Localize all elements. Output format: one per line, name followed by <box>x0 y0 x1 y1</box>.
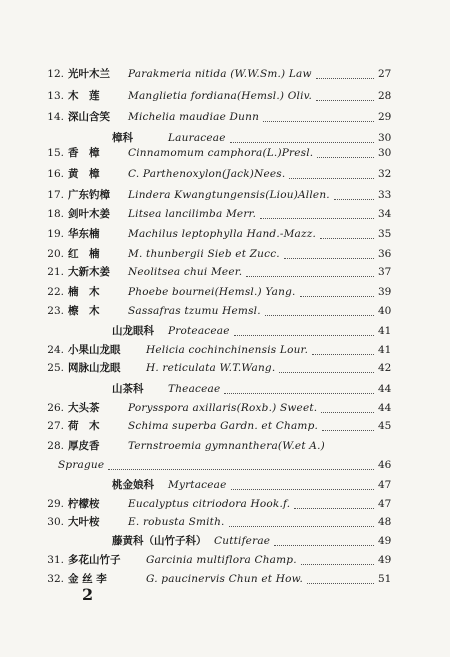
dot-leader <box>108 468 374 470</box>
latin-name: Porysspora axillaris(Roxb.) Sweet. <box>128 402 318 414</box>
chinese-name: 柠檬桉 <box>68 498 100 510</box>
chinese-name: 桃金娘科 <box>112 479 154 491</box>
toc-entry <box>0 144 450 163</box>
chinese-name: 山茶科 <box>112 383 144 395</box>
entry-number: 27. <box>47 420 64 432</box>
entry-number: 16. <box>47 168 64 180</box>
dot-leader <box>322 429 374 431</box>
chinese-name: 光叶木兰 <box>68 68 110 80</box>
toc-entry <box>0 551 450 570</box>
latin-name: E. robusta Smith. <box>128 516 225 528</box>
chinese-name: 香 樟 <box>68 147 100 159</box>
latin-name: Sprague <box>58 459 105 471</box>
latin-name: Machilus leptophylla Hand.-Mazz. <box>128 228 317 240</box>
chinese-name: 多花山竹子 <box>68 554 121 566</box>
page-ref: 45 <box>378 420 392 432</box>
toc-entry <box>0 437 450 456</box>
latin-name: Helicia cochinchinensis Lour. <box>146 344 309 356</box>
latin-name: C. Parthenoxylon(Jack)Nees. <box>128 168 286 180</box>
page-ref: 49 <box>378 535 392 547</box>
entry-number: 29. <box>47 498 64 510</box>
page-ref: 29 <box>378 111 392 123</box>
chinese-name: 红 楠 <box>68 248 100 260</box>
dot-leader <box>316 99 374 101</box>
dot-leader <box>263 120 374 122</box>
toc-entry <box>0 245 450 264</box>
page-ref: 34 <box>378 208 392 220</box>
dot-leader <box>317 156 374 158</box>
toc-entry <box>0 399 450 418</box>
dot-leader <box>274 544 374 546</box>
dot-leader <box>289 177 374 179</box>
toc-family-heading <box>0 532 450 551</box>
page-ref: 35 <box>378 228 392 240</box>
chinese-name: 藤黄科（山竹子科） <box>112 535 207 547</box>
entry-number: 30. <box>47 516 64 528</box>
latin-name: Manglietia fordiana(Hemsl.) Oliv. <box>128 90 313 102</box>
chinese-name: 大头茶 <box>68 402 100 414</box>
dot-leader <box>231 488 374 490</box>
dot-leader <box>307 582 374 584</box>
entry-number: 19. <box>47 228 64 240</box>
dot-leader <box>321 411 374 413</box>
toc-entry <box>0 302 450 321</box>
dot-leader <box>234 334 374 336</box>
entry-number: 21. <box>47 266 64 278</box>
toc-entry <box>0 513 450 532</box>
entry-number: 15. <box>47 147 64 159</box>
chinese-name: 广东钓樟 <box>68 189 110 201</box>
entry-number: 24. <box>47 344 64 356</box>
chinese-name: 荷 木 <box>68 420 100 432</box>
entry-number: 23. <box>47 305 64 317</box>
toc-entry <box>0 341 450 360</box>
toc-entry <box>0 570 450 589</box>
toc-entry <box>0 165 450 184</box>
chinese-name: 深山含笑 <box>68 111 110 123</box>
page-ref: 51 <box>378 573 392 585</box>
page-ref: 39 <box>378 286 392 298</box>
dot-leader <box>312 353 374 355</box>
page-ref: 41 <box>378 344 392 356</box>
dot-leader <box>230 141 374 143</box>
dot-leader <box>294 507 374 509</box>
entry-number: 31. <box>47 554 64 566</box>
chinese-name: 厚皮香 <box>68 440 100 452</box>
latin-name: Schima superba Gardn. et Champ. <box>128 420 319 432</box>
toc-entry <box>0 108 450 127</box>
dot-leader <box>260 217 374 219</box>
page-ref: 40 <box>378 305 392 317</box>
page-ref: 27 <box>378 68 392 80</box>
page-ref: 32 <box>378 168 392 180</box>
toc-entry <box>0 205 450 224</box>
page-ref: 30 <box>378 132 392 144</box>
latin-name: Michelia maudiae Dunn <box>128 111 260 123</box>
toc-family-heading <box>0 322 450 341</box>
page-ref: 28 <box>378 90 392 102</box>
latin-name: Lauraceae <box>168 132 226 144</box>
toc-entry <box>0 283 450 302</box>
latin-name: G. paucinervis Chun et How. <box>146 573 304 585</box>
toc-entry <box>0 495 450 514</box>
latin-name: Cinnamomum camphora(L.)Presl. <box>128 147 314 159</box>
entry-number: 13. <box>47 90 64 102</box>
toc-entry <box>0 417 450 436</box>
dot-leader <box>265 314 374 316</box>
chinese-name: 楠 木 <box>68 286 100 298</box>
latin-name: H. reticulata W.T.Wang. <box>146 362 276 374</box>
dot-leader <box>334 198 374 200</box>
dot-leader <box>316 77 374 79</box>
latin-name: Cuttiferae <box>214 535 271 547</box>
toc-entry <box>0 225 450 244</box>
toc-entry <box>0 87 450 106</box>
entry-number: 32. <box>47 573 64 585</box>
chinese-name: 网脉山龙眼 <box>68 362 121 374</box>
chinese-name: 大新木姜 <box>68 266 110 278</box>
latin-name: Eucalyptus citriodora Hook.f. <box>128 498 291 510</box>
page-ref: 30 <box>378 147 392 159</box>
page-ref: 48 <box>378 516 392 528</box>
latin-name: Myrtaceae <box>168 479 227 491</box>
chinese-name: 大叶桉 <box>68 516 100 528</box>
dot-leader <box>246 275 374 277</box>
toc-family-heading <box>0 476 450 495</box>
chinese-name: 樟科 <box>112 132 133 144</box>
page-ref: 33 <box>378 189 392 201</box>
dot-leader <box>284 257 374 259</box>
entry-number: 18. <box>47 208 64 220</box>
entry-number: 25. <box>47 362 64 374</box>
latin-name: Proteaceae <box>168 325 230 337</box>
page-ref: 42 <box>378 362 392 374</box>
latin-name: Theaceae <box>168 383 221 395</box>
chinese-name: 黄 樟 <box>68 168 100 180</box>
page-ref: 49 <box>378 554 392 566</box>
page-ref: 47 <box>378 479 392 491</box>
latin-name: Parakmeria nitida (W.W.Sm.) Law <box>128 68 312 80</box>
chinese-name: 华东楠 <box>68 228 100 240</box>
latin-name: Lindera Kwangtungensis(Liou)Allen. <box>128 189 330 201</box>
page-ref: 36 <box>378 248 392 260</box>
entry-number: 26. <box>47 402 64 414</box>
toc-entry <box>0 186 450 205</box>
latin-name: Phoebe bournei(Hemsl.) Yang. <box>128 286 296 298</box>
entry-number: 17. <box>47 189 64 201</box>
chinese-name: 檫 木 <box>68 305 100 317</box>
chinese-name: 山龙眼科 <box>112 325 154 337</box>
latin-name: Ternstroemia gymnanthera(W.et A.) <box>128 440 325 452</box>
toc-family-heading <box>0 380 450 399</box>
entry-number: 28. <box>47 440 64 452</box>
chinese-name: 木 莲 <box>68 90 100 102</box>
dot-leader <box>300 295 374 297</box>
latin-name: Neolitsea chui Meer. <box>128 266 243 278</box>
chinese-name: 金 丝 李 <box>68 573 107 585</box>
dot-leader <box>320 237 374 239</box>
latin-name: Sassafras tzumu Hemsl. <box>128 305 261 317</box>
chinese-name: 小果山龙眼 <box>68 344 121 356</box>
latin-name: Litsea lancilimba Merr. <box>128 208 257 220</box>
page-ref: 44 <box>378 402 392 414</box>
latin-name: M. thunbergii Sieb et Zucc. <box>128 248 280 260</box>
chinese-name: 剑叶木姜 <box>68 208 110 220</box>
page-ref: 46 <box>378 459 392 471</box>
page-ref: 47 <box>378 498 392 510</box>
latin-name: Garcinia multiflora Champ. <box>146 554 297 566</box>
dot-leader <box>224 392 374 394</box>
toc-entry <box>0 65 450 84</box>
entry-number: 12. <box>47 68 64 80</box>
dot-leader <box>279 371 374 373</box>
toc-entry <box>0 263 450 282</box>
page-ref: 37 <box>378 266 392 278</box>
entry-number: 22. <box>47 286 64 298</box>
dot-leader <box>301 563 374 565</box>
page-ref: 41 <box>378 325 392 337</box>
dot-leader <box>229 525 374 527</box>
entry-number: 20. <box>47 248 64 260</box>
toc-entry <box>0 359 450 378</box>
entry-number: 14. <box>47 111 64 123</box>
toc-family-heading <box>0 456 450 475</box>
page-number: 2 <box>82 585 94 604</box>
page-ref: 44 <box>378 383 392 395</box>
